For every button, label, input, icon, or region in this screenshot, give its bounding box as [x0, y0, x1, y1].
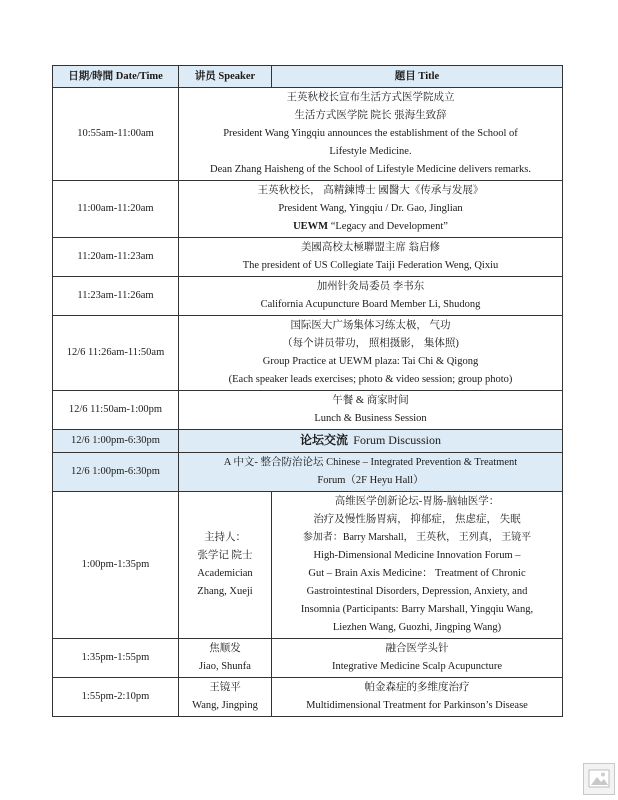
table-row [53, 316, 563, 391]
title-line: (Each speaker leads exercises; photo & video session; group photo) [228, 374, 513, 385]
title-line: A 中文- 整合防治论坛 Chinese – Integrated Prevention & Treatment [223, 457, 518, 468]
chinese-forum-row [53, 453, 563, 492]
forum-row [53, 430, 563, 453]
title-line: 午餐 & 商家时间 [332, 395, 409, 406]
title-cell [179, 277, 563, 316]
speaker-line: 主持人： [204, 532, 246, 543]
header-title: 题目 Title [272, 66, 563, 88]
title-line: Lunch & Business Session [314, 413, 427, 424]
table-row [53, 238, 563, 277]
title-line: Dean Zhang Haisheng of the School of Lifestyle Medicine delivers remarks. [209, 164, 532, 175]
title-line: 美國高校太極聯盟主席 翁启修 [300, 242, 441, 253]
speaker-line: 焦顺发 [209, 643, 241, 654]
title-line: 帕金森症的多维度治疗 [364, 682, 470, 693]
time-cell: 11:23am-11:26am [53, 277, 179, 316]
speaker-cell [179, 492, 272, 639]
title-cell [179, 88, 563, 181]
title-cell [179, 181, 563, 238]
table-row [53, 181, 563, 238]
time-cell: 12/6 11:50am-1:00pm [53, 391, 179, 430]
title-line: Forum（2F Heyu Hall） [317, 475, 424, 486]
title-line: （每个讲员带功， 照相摄影， 集体照) [282, 338, 459, 349]
speaker-line: Jiao, Shunfa [199, 661, 251, 672]
title-line: Gastrointestinal Disorders, Depression, Anxiety, and [306, 586, 528, 597]
speaker-line: 王镜平 [209, 682, 241, 693]
uewm-label: UEWM [293, 221, 329, 232]
session-row [53, 678, 563, 717]
title-cell [272, 639, 563, 678]
corner-image-icon [583, 763, 615, 795]
title-line: 王英秋校长， 高精鍊博士 國醫大《传承与发展》 [257, 185, 484, 196]
title-line: 王英秋校长宣布生活方式医学院成立 [286, 92, 455, 103]
title-line: Gut – Brain Axis Medicine： Treatment of Chronic [308, 568, 526, 579]
title-cell [272, 678, 563, 717]
title-line: 国际医大广场集体习练太极， 气功 [290, 320, 451, 331]
speaker-line: Wang, Jingping [192, 700, 258, 711]
legacy-title: “Legacy and Development” [328, 221, 448, 232]
title-line: High-Dimensional Medicine Innovation Forum – [313, 550, 521, 561]
time-cell: 11:20am-11:23am [53, 238, 179, 277]
title-cell [272, 492, 563, 639]
title-line: The president of US Collegiate Taiji Federation Weng, Qixiu [242, 260, 499, 271]
time-cell: 12/6 11:26am-11:50am [53, 316, 179, 391]
header-speaker: 讲员 Speaker [179, 66, 272, 88]
title-cell [179, 316, 563, 391]
time-cell: 1:00pm-1:35pm [53, 492, 179, 639]
title-line: President Wang, Yingqiu / Dr. Gao, Jinglian [278, 203, 463, 214]
title-line: 融合医学头针 [385, 643, 449, 654]
forum-title-cn: 论坛交流 [300, 433, 349, 447]
session-row [53, 639, 563, 678]
title-line: 高维医学创新论坛-胃肠-脑轴医学： [334, 496, 500, 507]
title-line [182, 218, 559, 236]
forum-title-cell [179, 430, 563, 453]
title-line: President Wang Yingqiu announces the establishment of the School of [223, 128, 518, 139]
time-cell: 10:55am-11:00am [53, 88, 179, 181]
time-cell: 1:35pm-1:55pm [53, 639, 179, 678]
time-cell: 11:00am-11:20am [53, 181, 179, 238]
title-line: Integrative Medicine Scalp Acupuncture [332, 661, 502, 672]
title-cell [179, 238, 563, 277]
forum-title-en: Forum Discussion [353, 433, 441, 447]
title-line: California Acupuncture Board Member Li, Shudong [260, 299, 481, 310]
title-line: Insomnia (Participants: Barry Marshall, Yingqiu Wang, [300, 604, 534, 615]
table-row [53, 88, 563, 181]
title-line: Multidimensional Treatment for Parkinson’s Disease [306, 700, 528, 711]
table-header-row [53, 66, 563, 88]
speaker-line: 张学记 院士 [197, 550, 253, 561]
speaker-cell [179, 678, 272, 717]
schedule-table [52, 65, 563, 717]
speaker-line: Academician [197, 568, 253, 579]
header-date-time: 日期/時間 Date/Time [53, 66, 179, 88]
table-row [53, 391, 563, 430]
title-line: 治疗及慢性肠胃病， 抑郁症， 焦虑症， 失眠 [313, 514, 521, 525]
speaker-line: Zhang, Xueji [197, 586, 253, 597]
chinese-forum-title-cell [179, 453, 563, 492]
title-line: Lifestyle Medicine. [329, 146, 412, 157]
session-row [53, 492, 563, 639]
time-cell: 12/6 1:00pm-6:30pm [53, 430, 179, 453]
speaker-cell [179, 639, 272, 678]
title-line: Liezhen Wang, Guozhi, Jingping Wang) [332, 622, 502, 633]
title-line: 生活方式医学院 院长 張海生致辞 [294, 110, 447, 121]
participants-line: 参加者：Barry Marshall， 王英秋， 王列真， 王镜平 [302, 532, 532, 543]
time-cell: 1:55pm-2:10pm [53, 678, 179, 717]
table-row [53, 277, 563, 316]
time-cell: 12/6 1:00pm-6:30pm [53, 453, 179, 492]
title-line: Group Practice at UEWM plaza: Tai Chi & Qigong [262, 356, 479, 367]
title-cell [179, 391, 563, 430]
title-line: 加州针灸局委员 李书东 [316, 281, 425, 292]
